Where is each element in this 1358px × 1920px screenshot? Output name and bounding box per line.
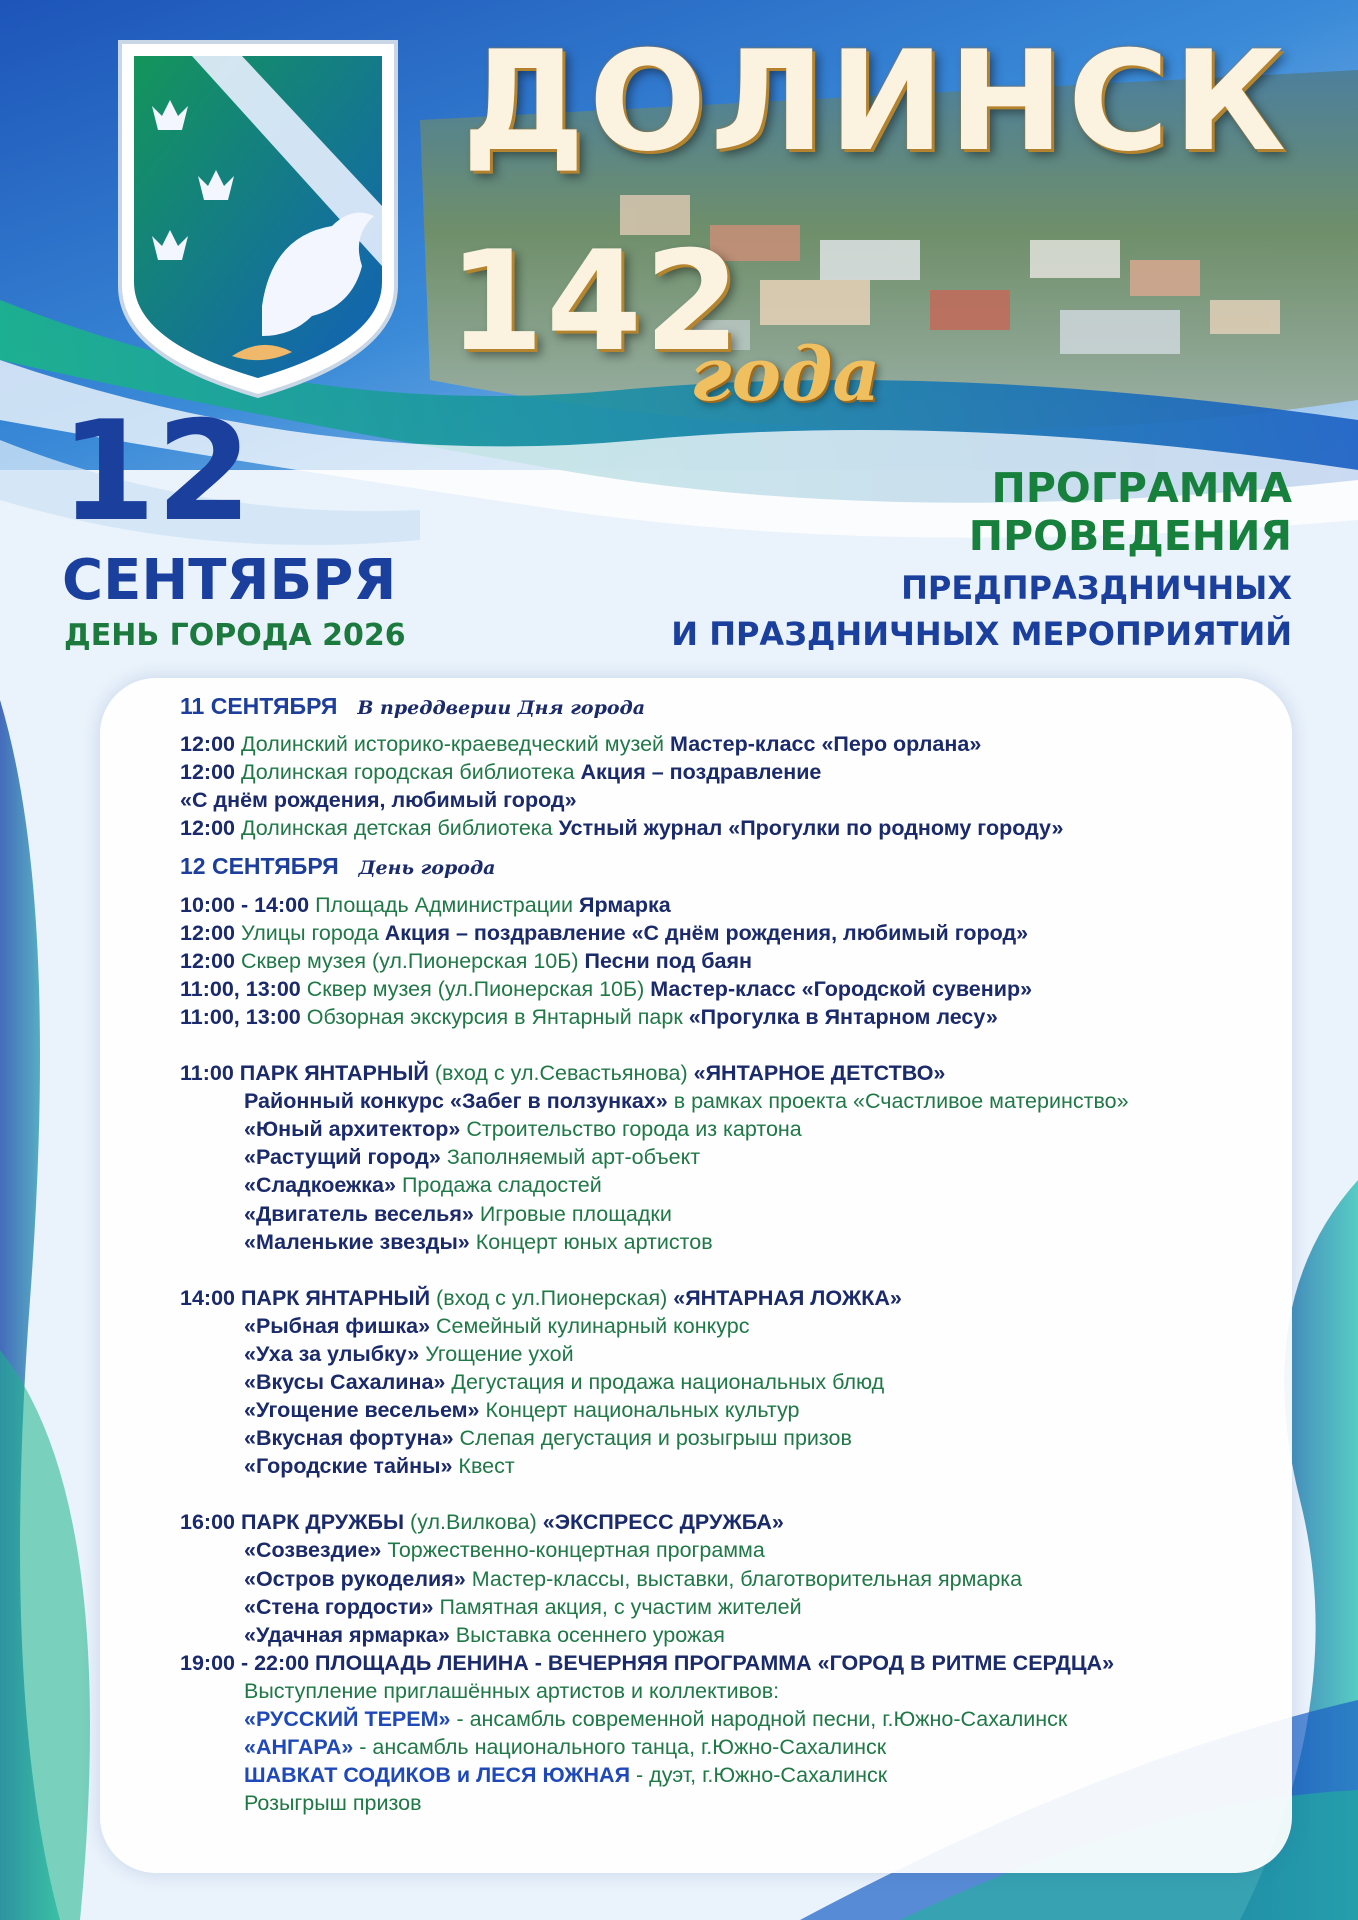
list-item: «АНГАРА» - ансамбль национального танца, г.Южно-Сахалинск: [244, 1735, 887, 1760]
list-item: 12:00 Улицы города Акция – поздравление «С днём рождения, любимый город»: [180, 920, 1029, 945]
list-item: «Созвездие» Торжественно-концертная программа: [244, 1538, 765, 1563]
list-item: «С днём рождения, любимый город»: [180, 788, 577, 813]
list-item: «Угощение весельем» Концерт национальных культур: [244, 1398, 800, 1423]
day-note: День города: [358, 857, 496, 880]
program-title-line3: ПРЕДПРАЗДНИЧНЫХ: [901, 569, 1292, 607]
list-item: «Маленькие звезды» Концерт юных артистов: [244, 1229, 713, 1254]
section-heading: 16:00 ПАРК ДРУЖБЫ (ул.Вилкова) «ЭКСПРЕСС ДРУЖБА»: [180, 1510, 784, 1535]
list-item: «РУССКИЙ ТЕРЕМ» - ансамбль современной народной песни, г.Южно-Сахалинск: [244, 1707, 1068, 1731]
day-date: 12 СЕНТЯБРЯ: [180, 853, 339, 880]
list-item: 12:00 Сквер музея (ул.Пионерская 10Б) Песни под баян: [180, 948, 752, 973]
list-item: 12:00 Долинский историко-краеведческий музей Мастер-класс «Перо орлана»: [180, 732, 982, 757]
day-heading: [180, 692, 1330, 720]
event-subtitle: ДЕНЬ ГОРОДА 2026: [64, 618, 406, 653]
list-item: 12:00 Долинская детская библиотека Устный журнал «Прогулки по родному городу»: [180, 816, 1064, 841]
schedule: [180, 692, 1330, 1817]
list-item: 11:00, 13:00 Обзорная экскурсия в Янтарный парк «Прогулка в Янтарном лесу»: [180, 1004, 998, 1029]
coat-of-arms-icon: [112, 36, 404, 402]
list-item: «Вкусная фортуна» Слепая дегустация и розыгрыш призов: [244, 1426, 852, 1451]
list-item: «Уха за улыбку» Угощение ухой: [244, 1341, 574, 1366]
day-note: В преддверии Дня города: [357, 697, 646, 719]
city-title: ДОЛИНСК: [462, 21, 1290, 182]
list-item: «Удачная ярмарка» Выставка осеннего урожая: [244, 1622, 725, 1647]
list-item: Выступление приглашённых артистов и коллективов:: [244, 1678, 780, 1703]
list-item: «Юный архитектор» Строительство города из картона: [244, 1117, 802, 1142]
list-item: 11:00, 13:00 Сквер музея (ул.Пионерская 10Б) Мастер-класс «Городской сувенир»: [180, 976, 1033, 1001]
day-date: 11 СЕНТЯБРЯ: [180, 693, 338, 719]
anniversary-number: 142: [448, 221, 743, 382]
list-item: ШАВКАТ СОДИКОВ и ЛЕСЯ ЮЖНАЯ - дуэт, г.Южно-Сахалинск: [244, 1763, 888, 1788]
event-month: СЕНТЯБРЯ: [62, 548, 397, 613]
list-item: «Двигатель веселья» Игровые площадки: [244, 1201, 672, 1226]
section-heading: 11:00 ПАРК ЯНТАРНЫЙ (вход с ул.Севастьянова) «ЯНТАРНОЕ ДЕТСТВО»: [180, 1061, 946, 1086]
list-item: «Стена гордости» Памятная акция, с участим жителей: [244, 1594, 802, 1619]
list-item: «Вкусы Сахалина» Дегустация и продажа национальных блюд: [244, 1369, 885, 1394]
anniversary-word: года: [690, 332, 881, 418]
day-heading: [180, 852, 1330, 880]
list-item: «Сладкоежка» Продажа сладостей: [244, 1173, 602, 1198]
program-title-line1: ПРОГРАММА: [991, 464, 1292, 512]
program-title-line4: И ПРАЗДНИЧНЫХ МЕРОПРИЯТИЙ: [671, 615, 1292, 653]
list-item: «Городские тайны» Квест: [244, 1454, 515, 1479]
section-heading: 14:00 ПАРК ЯНТАРНЫЙ (вход с ул.Пионерская) «ЯНТАРНАЯ ЛОЖКА»: [180, 1285, 902, 1310]
list-item: 10:00 - 14:00 Площадь Администрации Ярмарка: [180, 892, 671, 917]
section-heading: 19:00 - 22:00 ПЛОЩАДЬ ЛЕНИНА - ВЕЧЕРНЯЯ ПРОГРАММА «ГОРОД В РИТМЕ СЕРДЦА»: [180, 1650, 1115, 1675]
list-item: «Рыбная фишка» Семейный кулинарный конкурс: [244, 1313, 750, 1338]
list-item: Районный конкурс «Забег в ползунках» в рамках проекта «Счастливое материнство»: [244, 1089, 1129, 1114]
program-title-line2: ПРОВЕДЕНИЯ: [968, 512, 1292, 560]
list-item: «Растущий город» Заполняемый арт-объект: [244, 1145, 701, 1170]
event-day: 12: [60, 391, 253, 552]
list-item: «Остров рукоделия» Мастер-классы, выставки, благотворительная ярмарка: [244, 1566, 1023, 1591]
list-item: Розыгрыш призов: [244, 1791, 422, 1816]
list-item: 12:00 Долинская городская библиотека Акция – поздравление: [180, 760, 822, 785]
